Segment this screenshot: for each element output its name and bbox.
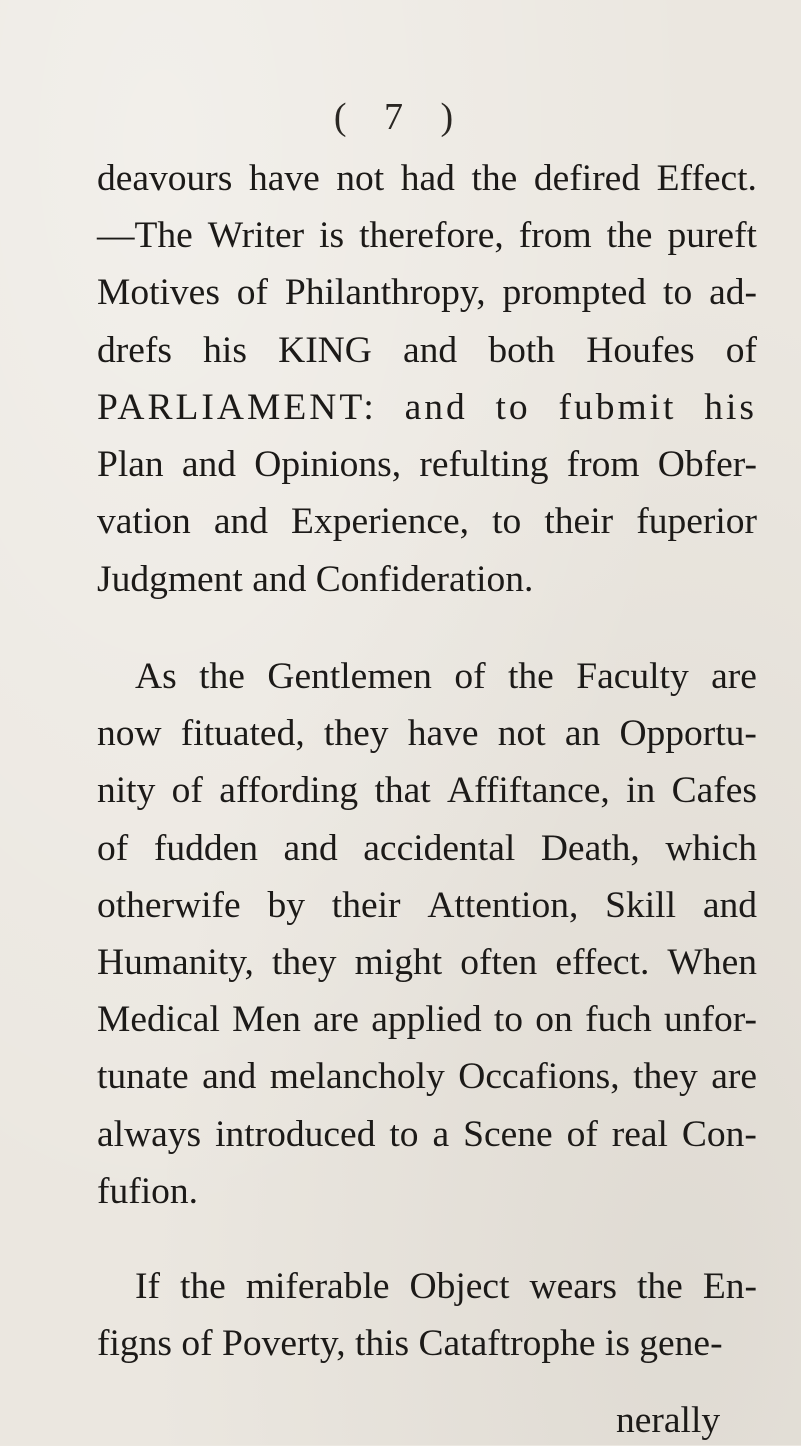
word: otherwife: [97, 885, 241, 926]
word: introduced: [215, 1114, 376, 1155]
word: Con-: [681, 1114, 757, 1155]
text-line: [97, 824, 757, 874]
word: Object: [409, 1266, 510, 1307]
word: have: [248, 158, 320, 199]
text-line: [97, 154, 757, 204]
word: Skill: [605, 885, 677, 926]
word: and: [702, 885, 757, 926]
word: the: [636, 1266, 683, 1307]
line-text: [135, 652, 757, 702]
line-text: [97, 497, 757, 547]
word: effect.: [555, 942, 650, 983]
word: fituated,: [180, 713, 305, 754]
word: fudden: [153, 828, 258, 869]
word: that: [374, 770, 431, 811]
word: miferable: [245, 1266, 390, 1307]
word: is: [319, 215, 345, 256]
word: have: [407, 713, 479, 754]
line-text: [97, 709, 757, 759]
word: Men: [232, 999, 301, 1040]
text-line: [97, 440, 757, 490]
line-text: Judgment and Confideration.: [97, 559, 534, 600]
word: both: [488, 330, 556, 371]
word: When: [667, 942, 757, 983]
word: are: [711, 1056, 757, 1097]
word: melancholy: [269, 1056, 445, 1097]
word: PARLIAMENT:: [97, 387, 377, 428]
word: and: [202, 1056, 257, 1097]
text-line: [135, 1262, 757, 1312]
line-text: [97, 326, 757, 376]
text-line: [97, 709, 757, 759]
word: to: [495, 387, 531, 428]
word: Faculty: [576, 656, 689, 697]
line-text: [97, 268, 757, 318]
text-line: [97, 1110, 757, 1160]
word: drefs: [97, 330, 172, 371]
text-line: [97, 766, 757, 816]
word: Death,: [540, 828, 640, 869]
word: Gentlemen: [267, 656, 432, 697]
text-line: [97, 1052, 757, 1102]
word: tunate: [97, 1056, 189, 1097]
word: Scene: [463, 1114, 553, 1155]
word: Experience,: [291, 501, 470, 542]
word: and: [181, 444, 237, 485]
word: they: [271, 942, 337, 983]
line-text: [97, 383, 757, 433]
word: therefore,: [359, 215, 504, 256]
word: to: [493, 999, 524, 1040]
word: of: [97, 828, 129, 869]
line-text: [97, 881, 757, 931]
word: a: [432, 1114, 450, 1155]
word: Affiftance,: [447, 770, 610, 811]
text-line: [97, 211, 757, 261]
word: Effect.: [656, 158, 757, 199]
word: defired: [533, 158, 641, 199]
line-text: [97, 995, 757, 1045]
word: prompted: [502, 272, 647, 313]
word: now: [97, 713, 162, 754]
word: of: [454, 656, 486, 697]
word: —The: [97, 215, 193, 256]
word: on: [535, 999, 573, 1040]
word: the: [507, 656, 554, 697]
line-text: [97, 766, 757, 816]
word: Humanity,: [97, 942, 254, 983]
word: are: [711, 656, 757, 697]
word: Opinions,: [254, 444, 402, 485]
word: Philanthropy,: [284, 272, 486, 313]
word: wears: [529, 1266, 617, 1307]
word: their: [544, 501, 614, 542]
word: fuch: [585, 999, 652, 1040]
word: nity: [97, 770, 156, 811]
word: always: [97, 1114, 202, 1155]
text-line: [135, 652, 757, 702]
word: vation: [97, 501, 191, 542]
word: Medical: [97, 999, 220, 1040]
line-text: figns of Poverty, this Cataftrophe is gene-: [97, 1323, 723, 1364]
word: of: [171, 770, 203, 811]
word: and: [283, 828, 338, 869]
word: deavours: [97, 158, 233, 199]
line-text: [97, 211, 757, 261]
word: they: [323, 713, 389, 754]
word: ad-: [709, 272, 757, 313]
line-text: [97, 1110, 757, 1160]
word: of: [725, 330, 757, 371]
word: often: [460, 942, 538, 983]
word: of: [236, 272, 269, 313]
word: might: [354, 942, 443, 983]
word: they: [633, 1056, 698, 1097]
word: an: [564, 713, 601, 754]
word: by: [267, 885, 305, 926]
word: not: [497, 713, 546, 754]
word: the: [180, 1266, 226, 1307]
text-line: [97, 938, 757, 988]
line-text: [97, 154, 757, 204]
page-number: ( 7 ): [333, 96, 468, 138]
word: Motives: [97, 272, 220, 313]
text-line: [97, 881, 757, 931]
line-text: [97, 440, 757, 490]
word: the: [199, 656, 245, 697]
word: refulting: [419, 444, 549, 485]
word: affording: [219, 770, 359, 811]
word: Occafions,: [458, 1056, 620, 1097]
word: the: [606, 215, 653, 256]
word: Houfes: [586, 330, 695, 371]
word: to: [492, 501, 522, 542]
word: KING: [278, 330, 372, 371]
word: to: [389, 1114, 419, 1155]
word: to: [663, 272, 693, 313]
word: from: [566, 444, 640, 485]
text-line: [97, 326, 757, 376]
text-line: [97, 383, 757, 433]
word: accidental: [363, 828, 516, 869]
text-line: [97, 497, 757, 547]
word: Obfer-: [657, 444, 757, 485]
word: his: [704, 387, 757, 428]
text-line: [97, 995, 757, 1045]
word: pureft: [667, 215, 757, 256]
word: Cafes: [671, 770, 757, 811]
word: Plan: [97, 444, 164, 485]
catchword: nerally: [616, 1400, 721, 1441]
word: unfor-: [663, 999, 757, 1040]
line-text: [97, 824, 757, 874]
word: and: [213, 501, 268, 542]
word: in: [626, 770, 656, 811]
word: and: [404, 387, 468, 428]
word: Writer: [207, 215, 305, 256]
word: his: [203, 330, 247, 371]
word: real: [611, 1114, 668, 1155]
line-text: [97, 938, 757, 988]
word: fubmit: [558, 387, 677, 428]
word: the: [471, 158, 518, 199]
word: Opportu-: [619, 713, 757, 754]
text-line: [97, 1319, 757, 1369]
text-line: [97, 268, 757, 318]
word: As: [135, 656, 177, 697]
text-line: [97, 1167, 757, 1217]
line-text: [135, 1262, 757, 1312]
line-text: fufion.: [97, 1171, 199, 1212]
word: are: [313, 999, 359, 1040]
word: and: [403, 330, 458, 371]
word: of: [566, 1114, 598, 1155]
word: had: [400, 158, 455, 199]
word: Attention,: [427, 885, 579, 926]
word: not: [336, 158, 385, 199]
word: fuperior: [636, 501, 757, 542]
text-line: [97, 555, 757, 605]
word: their: [331, 885, 401, 926]
word: which: [665, 828, 757, 869]
word: from: [518, 215, 592, 256]
line-text: [97, 1052, 757, 1102]
word: If: [135, 1266, 160, 1307]
word: applied: [371, 999, 482, 1040]
word: En-: [702, 1266, 757, 1307]
